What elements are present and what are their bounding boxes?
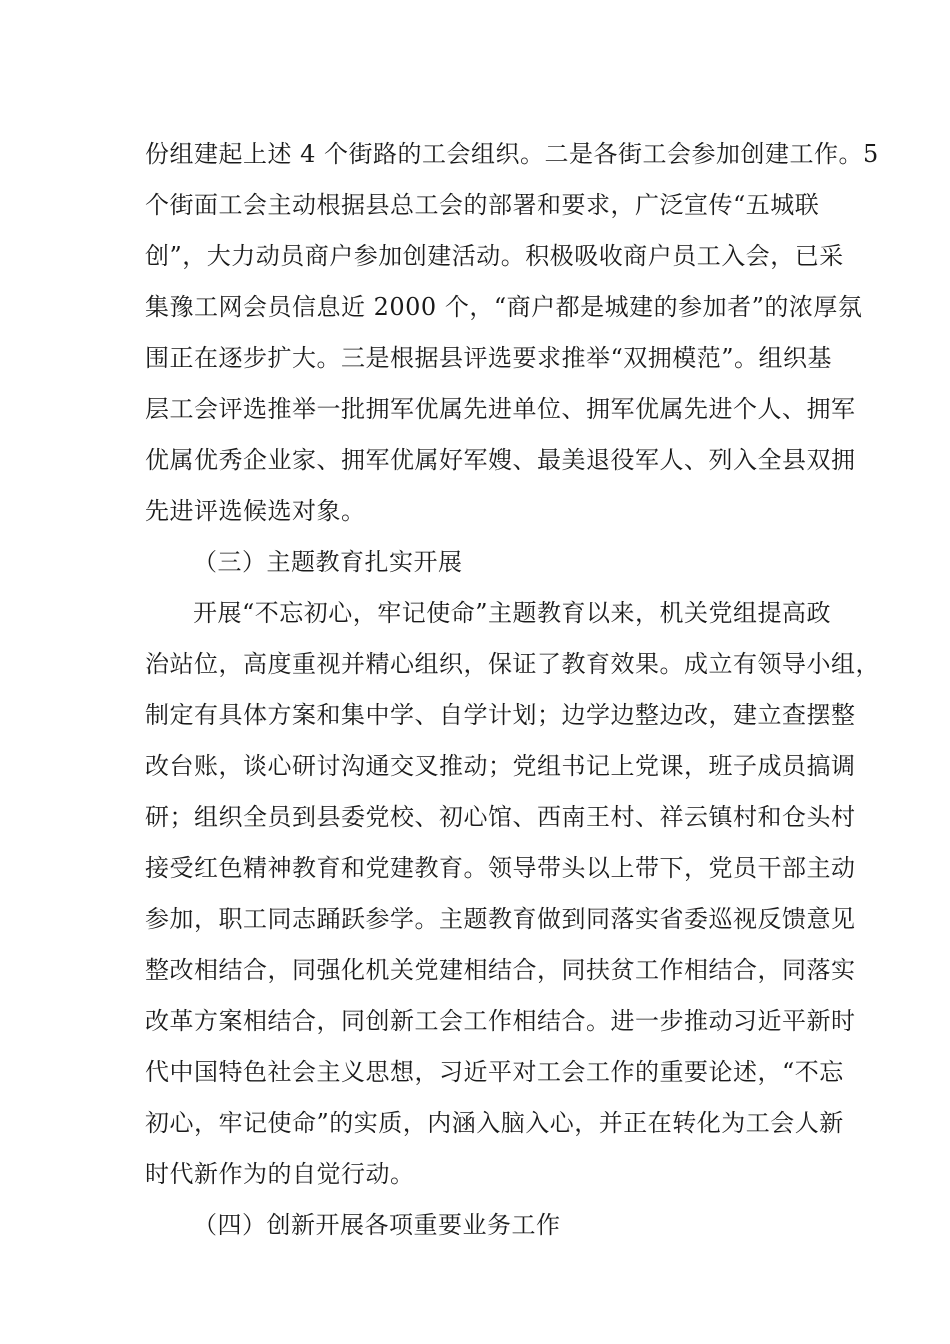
section-heading: （四）创新开展各项重要业务工作	[193, 1211, 561, 1239]
body-text-line: 集豫工网会员信息近 2000 个，“商户都是城建的参加者”的浓厚氛	[145, 293, 863, 321]
body-text-line: 研；组织全员到县委党校、初心馆、西南王村、祥云镇村和仓头村	[145, 803, 856, 831]
body-text-line: 份组建起上述 4 个街路的工会组织。二是各街工会参加创建工作。5	[145, 140, 879, 168]
body-text-line: 优属优秀企业家、拥军优属好军嫂、最美退役军人、列入全县双拥	[145, 446, 856, 474]
body-text-line: 治站位，高度重视并精心组织，保证了教育效果。成立有领导小组，	[145, 650, 880, 678]
body-text-line: 层工会评选推举一批拥军优属先进单位、拥军优属先进个人、拥军	[145, 395, 856, 423]
body-text-line: 接受红色精神教育和党建教育。领导带头以上带下，党员干部主动	[145, 854, 856, 882]
body-text-line: 整改相结合，同强化机关党建相结合，同扶贫工作相结合，同落实	[145, 956, 856, 984]
body-text-line: 代中国特色社会主义思想，习近平对工会工作的重要论述，“不忘	[145, 1058, 844, 1086]
body-text-line: 先进评选候选对象。	[145, 497, 366, 525]
body-text-line: 开展“不忘初心，牢记使命”主题教育以来，机关党组提高政	[193, 599, 832, 627]
body-text-line: 制定有具体方案和集中学、自学计划；边学边整边改，建立查摆整	[145, 701, 856, 729]
body-text-line: 参加，职工同志踊跃参学。主题教育做到同落实省委巡视反馈意见	[145, 905, 856, 933]
body-text-line: 改台账，谈心研讨沟通交叉推动；党组书记上党课，班子成员搞调	[145, 752, 856, 780]
body-text-line: 时代新作为的自觉行动。	[145, 1160, 415, 1188]
section-heading: （三）主题教育扎实开展	[193, 548, 463, 576]
body-text-line: 围正在逐步扩大。三是根据县评选要求推举“双拥模范”。组织基	[145, 344, 833, 372]
body-text-line: 个街面工会主动根据县总工会的部署和要求，广泛宣传“五城联	[145, 191, 820, 219]
body-text-line: 创”，大力动员商户参加创建活动。积极吸收商户员工入会，已采	[145, 242, 844, 270]
body-text-line: 改革方案相结合，同创新工会工作相结合。进一步推动习近平新时	[145, 1007, 856, 1035]
body-text-line: 初心，牢记使命”的实质，内涵入脑入心，并正在转化为工会人新	[145, 1109, 844, 1137]
